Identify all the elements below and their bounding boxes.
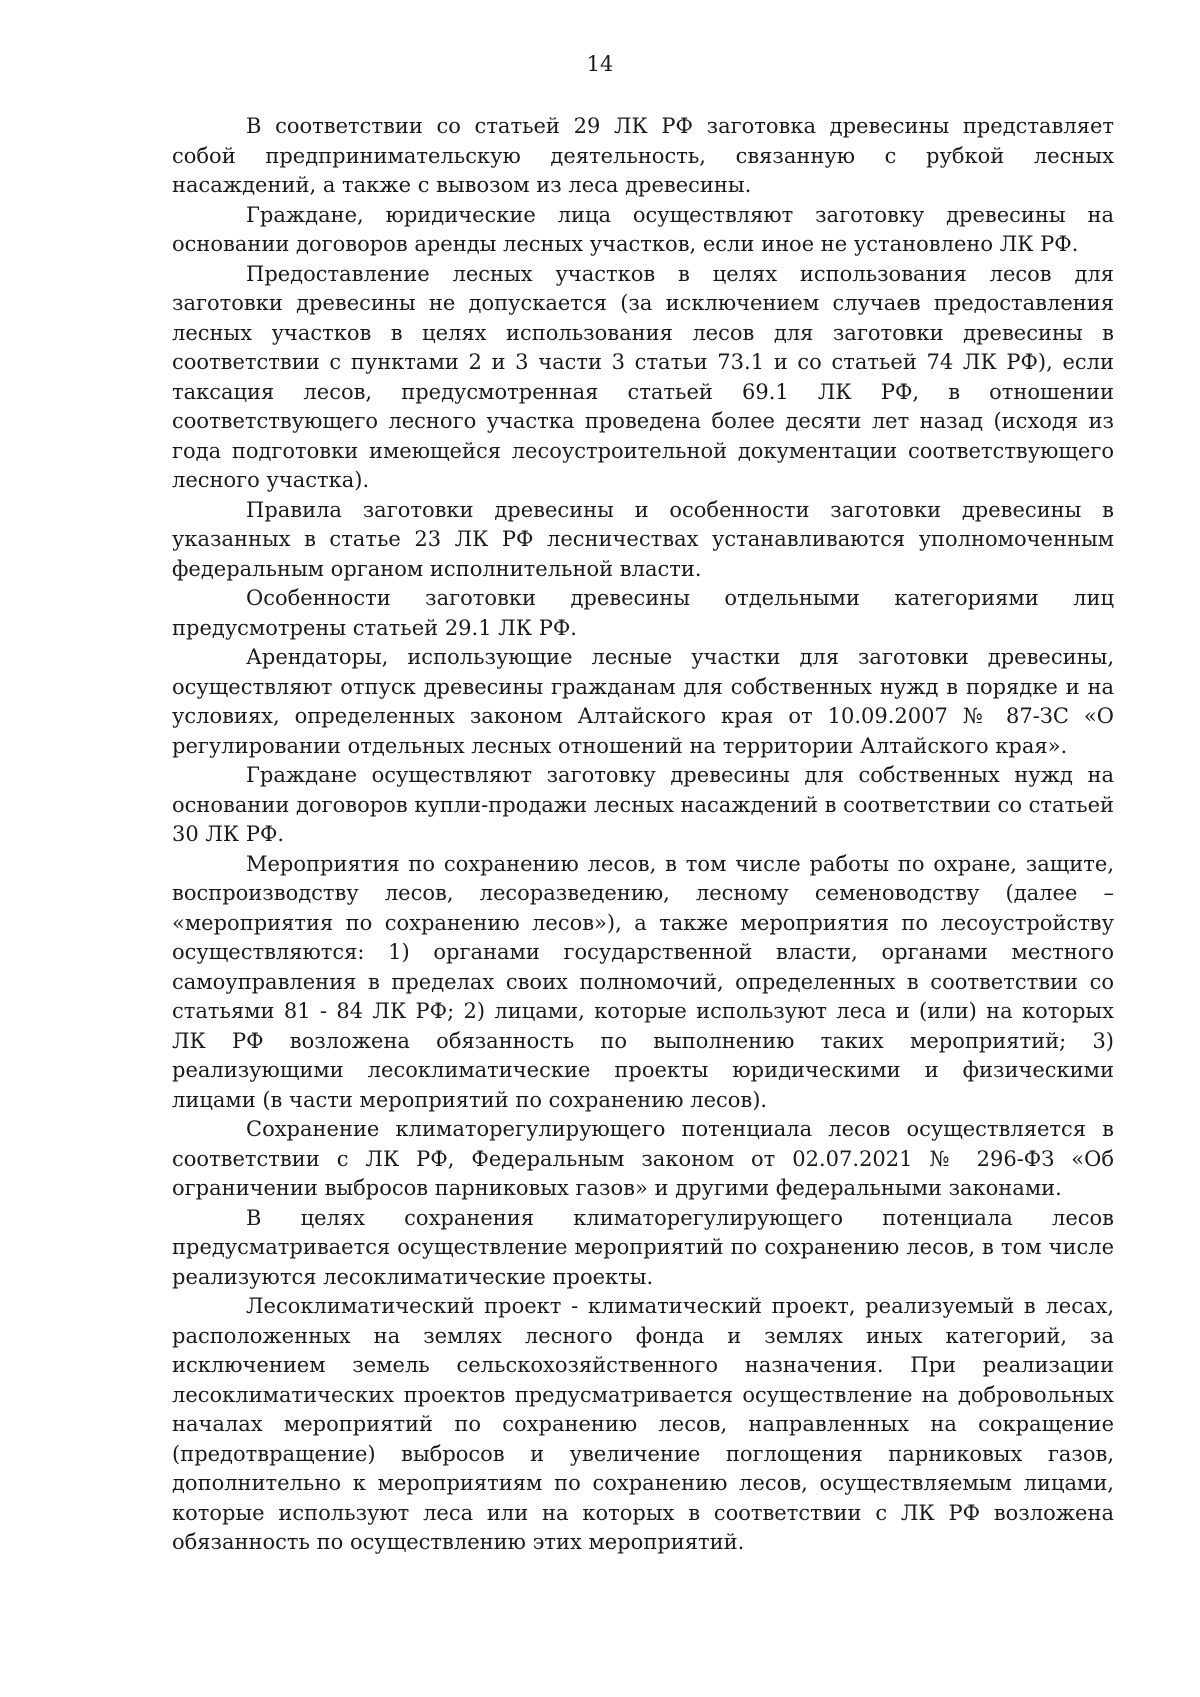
paragraph: Правила заготовки древесины и особенности заготовки древесины в указанных в статье 23 ЛК РФ лесничествах устанавливаются уполномоченным федеральным органом исполнительной власти.	[172, 497, 1114, 581]
paragraph: Граждане осуществляют заготовку древесины для собственных нужд на основании договоров купли-продажи лесных насаждений в соответствии со статьей 30 ЛК РФ.	[172, 763, 1115, 846]
paragraph: Особенности заготовки древесины отдельными категориями лиц предусмотрены статьей 29.1 ЛК РФ.	[172, 586, 1114, 640]
paragraph: Сохранение климаторегулирующего потенциала лесов осуществляется в соответствии с ЛК РФ, Федеральным законом от 02.07.2021 № 296-ФЗ «Об ограничении выбросов парниковых газов» и другими федеральными законами.	[172, 1117, 1114, 1200]
paragraph: Лесоклиматический проект - климатический проект, реализуемый в лесах, расположенных на землях лесного фонда и землях иных категорий, за исключением земель сельскохозяйственного назначения. При реализации лесоклиматических проектов предусматривается осуществление на добровольных началах мероприятий по сохранению лесов, направленных на сокращение (предотвращение) выбросов и увеличение поглощения парниковых газов, дополнительно к мероприятиям по сохранению лесов, осуществляемым лицами, которые используют леса или на которых в соответствии с ЛК РФ возложена обязанность по осуществлению этих мероприятий.	[172, 1294, 1114, 1554]
paragraph: В соответствии со статьей 29 ЛК РФ заготовка древесины представляет собой предпринимательскую деятельность, связанную с рубкой лесных насаждений, а также с вывозом из леса древесины.	[172, 114, 1114, 197]
paragraph: В целях сохранения климаторегулирующего потенциала лесов предусматривается осуществление мероприятий по сохранению лесов, в том числе реализуются лесоклиматические проекты.	[172, 1205, 1114, 1289]
paragraph: Мероприятия по сохранению лесов, в том числе работы по охране, защите, воспроизводству лесов, лесоразведению, лесному семеноводству (далее – «мероприятия по сохранению лесов»), а также мероприятия по лесоустройству осуществляются: 1) органами государственной власти, органами местного самоуправления в пределах своих полномочий, определенных в соответствии со статьями 81 - 84 ЛК РФ; 2) лицами, которые используют леса и (или) на которых ЛК РФ возложена обязанность по выполнению таких мероприятий; 3) реализующими лесоклиматические проекты юридическими и физическими лицами (в части мероприятий по сохранению лесов).	[172, 851, 1114, 1112]
paragraph: Предоставление лесных участков в целях использования лесов для заготовки древесины не допускается (за исключением случаев предоставления лесных участков в целях использования лесов для заготовки древесины в соответствии с пунктами 2 и 3 части 3 статьи 73.1 и со статьей 74 ЛК РФ), если таксация лесов, предусмотренная статьей 69.1 ЛК РФ, в отношении соответствующего лесного участка проведена более десяти лет назад (исходя из года подготовки имеющейся лесоустроительной документации соответствующего лесного участка).	[172, 261, 1114, 492]
paragraph: Граждане, юридические лица осуществляют заготовку древесины на основании договоров аренды лесных участков, если иное не установлено ЛК РФ.	[172, 202, 1114, 256]
paragraph: Арендаторы, использующие лесные участки для заготовки древесины, осуществляют отпуск древесины гражданам для собственных нужд в порядке и на условиях, определенных законом Алтайского края от 10.09.2007 № 87-ЗС «О регулировании отдельных лесных отношений на территории Алтайского края».	[172, 645, 1114, 758]
document-body	[172, 112, 1114, 1558]
page-number: 14	[586, 52, 614, 76]
